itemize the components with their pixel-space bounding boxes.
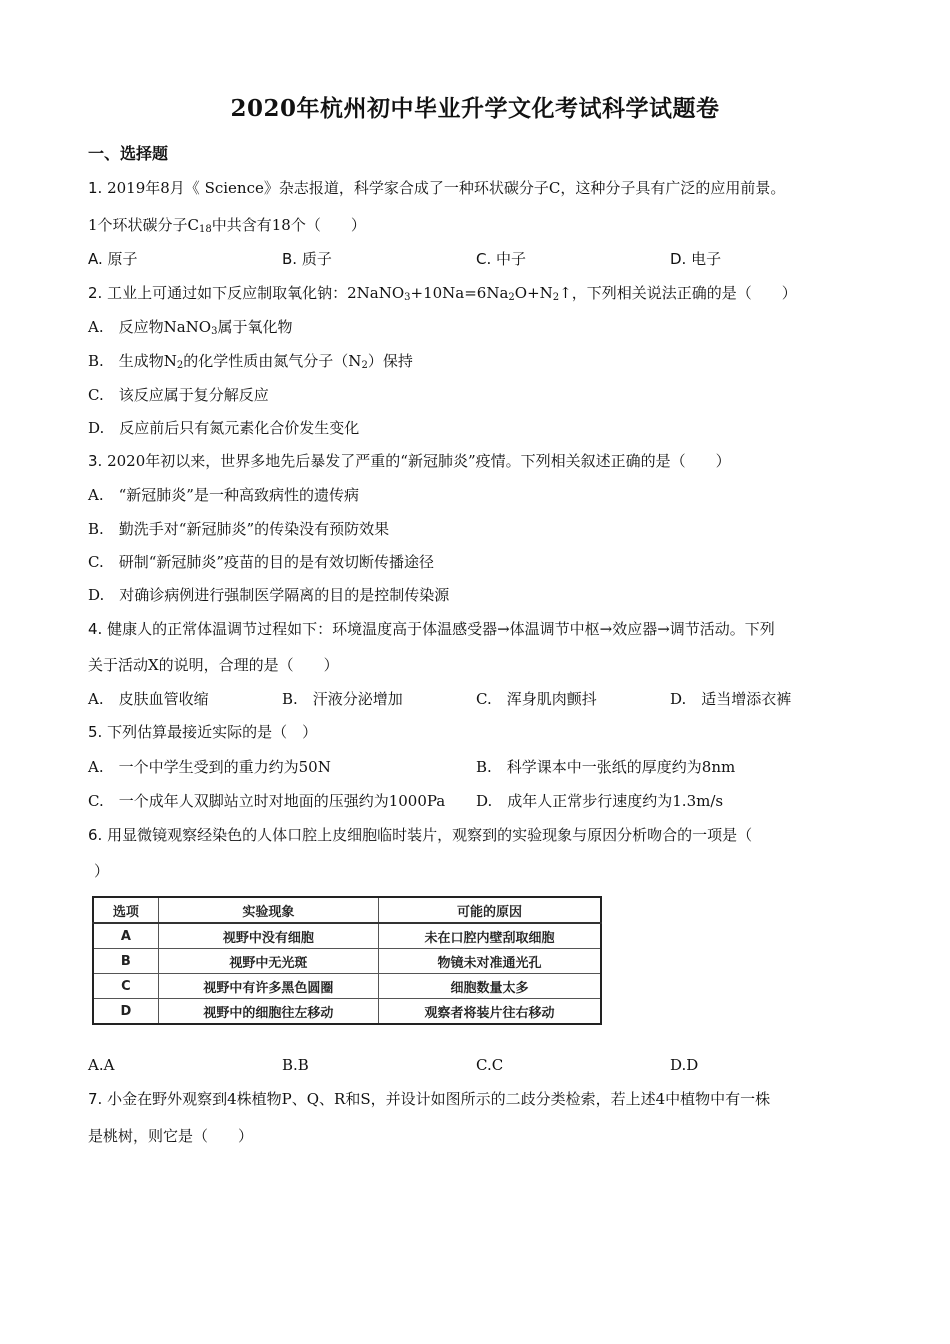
option-label: C.	[476, 1056, 492, 1074]
text-fragment: 工业上可通过如下反应制取氧化钠：2NaNO	[107, 284, 405, 302]
question-number: 4.	[88, 620, 103, 638]
q3-option-a: A. “新冠肺炎”是一种高致病性的遗传病	[88, 486, 359, 504]
question-6-line-2: ）	[94, 862, 110, 880]
table-cell: 视野中有许多黑色圆圈	[158, 974, 378, 999]
table-cell: 细胞数量太多	[378, 974, 601, 999]
question-1-line-1	[88, 178, 785, 198]
question-6-line-1	[88, 825, 752, 845]
question-number: 1.	[88, 179, 103, 197]
text-fragment: ↑，下列相关说法正确的是（ ）	[559, 284, 797, 302]
table-cell: 视野中没有细胞	[158, 923, 378, 949]
option-label: A.	[88, 250, 103, 268]
table-cell: D	[93, 999, 158, 1025]
option-label: A.	[88, 1056, 104, 1074]
question-1-line-2	[88, 215, 366, 240]
option-text: A	[103, 1056, 115, 1074]
q5-option-c: C. 一个成年人双脚站立时对地面的压强约为1000Pa	[88, 792, 446, 810]
question-number: 7.	[88, 1090, 103, 1108]
text-fragment: +10Na=6Na	[410, 284, 509, 302]
q5-option-b: B. 科学课本中一张纸的厚度约为8nm	[476, 758, 736, 776]
subscript: 18	[199, 224, 212, 235]
q1-option-a	[88, 249, 138, 269]
option-label: C.	[476, 250, 492, 268]
question-4-line-2: 关于活动X的说明，合理的是（ ）	[88, 656, 339, 674]
question-text: 2019年8月《 Science》杂志报道，科学家合成了一种环状碳分子C，这种分子具有广泛的应用前景。	[107, 179, 786, 197]
table-cell: A	[93, 923, 158, 949]
table-row	[93, 974, 601, 999]
option-text: 质子	[301, 250, 332, 268]
table-cell: 未在口腔内壁刮取细胞	[378, 923, 601, 949]
option-text: C	[491, 1056, 504, 1074]
option-label: D.	[670, 1056, 687, 1074]
q5-option-a: A. 一个中学生受到的重力约为50N	[88, 758, 331, 776]
question-number: 5.	[88, 723, 103, 741]
table-cell: 观察者将装片往右移动	[378, 999, 601, 1025]
option-label: D.	[670, 250, 687, 268]
subscript: 2	[361, 360, 368, 371]
q1-option-b	[282, 249, 332, 269]
question-number: 3.	[88, 452, 103, 470]
table-header-row	[93, 897, 601, 923]
q6-option-b	[282, 1055, 309, 1075]
question-text: 小金在野外观察到4株植物P、Q、R和S，并设计如图所示的二歧分类检索，若上述4中植物中有一株	[107, 1090, 771, 1108]
question-text: 用显微镜观察经染色的人体口腔上皮细胞临时装片，观察到的实验现象与原因分析吻合的一项是（	[107, 826, 753, 844]
question-7-line-2: 是桃树，则它是（ ）	[88, 1127, 254, 1145]
q3-option-d: D. 对确诊病例进行强制医学隔离的目的是控制传染源	[88, 586, 450, 604]
option-text: 电子	[691, 250, 722, 268]
option-text: 原子	[107, 250, 138, 268]
q4-option-c: C. 浑身肌肉颤抖	[476, 690, 597, 708]
question-3-stem	[88, 451, 731, 471]
table-cell: 视野中无光斑	[158, 949, 378, 974]
table-row	[93, 923, 601, 949]
table-cell: B	[93, 949, 158, 974]
q4-option-b: B. 汗液分泌增加	[282, 690, 403, 708]
q3-option-b: B. 勤洗手对“新冠肺炎”的传染没有预防效果	[88, 520, 390, 538]
option-label: B.	[282, 1056, 298, 1074]
option-label: B.	[282, 250, 298, 268]
q6-option-a	[88, 1055, 114, 1075]
question-4-line-1	[88, 619, 775, 639]
subscript: 2	[552, 292, 560, 303]
q5-option-d: D. 成年人正常步行速度约为1.3m/s	[476, 792, 724, 810]
table-cell: 物镜未对准通光孔	[378, 949, 601, 974]
table-row	[93, 949, 601, 974]
question-number: 2.	[88, 284, 103, 302]
q2-option-b	[88, 351, 413, 376]
q2-option-d: D. 反应前后只有氮元素化合价发生变化	[88, 419, 360, 437]
text-fragment: A. 反应物NaNO	[88, 318, 212, 336]
page-title: 2020年杭州初中毕业升学文化考试科学试题卷	[230, 95, 720, 122]
subscript: 3	[211, 326, 218, 337]
experiment-table	[92, 896, 602, 1025]
text-fragment: 属于氧化物	[217, 318, 293, 336]
option-text: 中子	[496, 250, 527, 268]
q3-option-c: C. 研制“新冠肺炎”疫苗的目的是有效切断传播途径	[88, 553, 435, 571]
q2-option-a	[88, 317, 292, 342]
section-heading: 一、选择题	[88, 144, 169, 163]
q6-option-c	[476, 1055, 503, 1075]
table-header-cell: 选项	[93, 897, 158, 923]
text-fragment: 1个环状碳分子C	[88, 216, 200, 234]
option-text: B	[297, 1056, 309, 1074]
table-header-cell: 实验现象	[158, 897, 378, 923]
text-fragment: 的化学性质由氮气分子（N	[183, 352, 362, 370]
text-fragment: 中共含有18个（ ）	[211, 216, 366, 234]
option-text: D	[686, 1056, 699, 1074]
subscript: 2	[176, 360, 184, 371]
q1-option-d	[670, 249, 721, 269]
text-fragment: B. 生成物N	[88, 352, 177, 370]
q4-option-d: D. 适当增添衣裤	[670, 690, 792, 708]
subscript: 2	[508, 292, 515, 303]
text-fragment: O+N	[514, 284, 553, 302]
q4-option-a: A. 皮肤血管收缩	[88, 690, 209, 708]
table-cell: C	[93, 974, 158, 999]
question-5-stem	[88, 722, 317, 742]
question-text: 2020年初以来，世界多地先后暴发了严重的“新冠肺炎”疫情。下列相关叙述正确的是（ ）	[107, 452, 731, 470]
q6-option-d	[670, 1055, 698, 1075]
text-fragment: ）保持	[367, 352, 413, 370]
table-row	[93, 999, 601, 1025]
question-7-line-1	[88, 1089, 770, 1109]
table-header-cell: 可能的原因	[378, 897, 601, 923]
question-text: 下列估算最接近实际的是（ ）	[107, 723, 318, 741]
subscript: 3	[404, 292, 411, 303]
question-text: 健康人的正常体温调节过程如下：环境温度高于体温感受器→体温调节中枢→效应器→调节活动。下列	[107, 620, 775, 638]
table-cell: 视野中的细胞往左移动	[158, 999, 378, 1025]
question-2-stem	[88, 283, 797, 308]
q2-option-c: C. 该反应属于复分解反应	[88, 386, 269, 404]
question-number: 6.	[88, 826, 103, 844]
q1-option-c	[476, 249, 526, 269]
